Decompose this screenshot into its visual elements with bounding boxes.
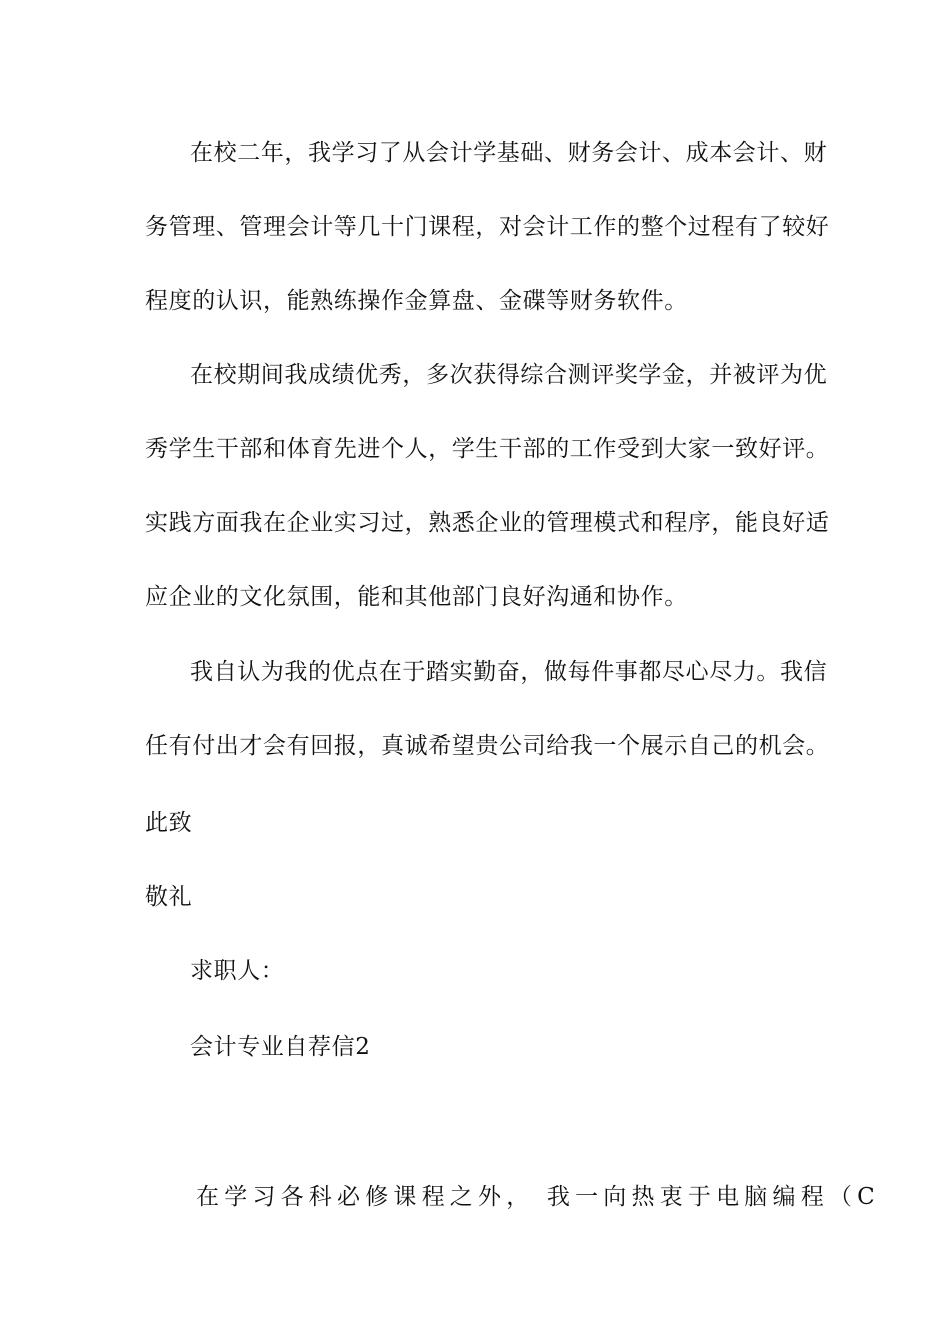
paragraph-3-line-2: 任有付出才会有回报，真诚希望贵公司给我一个展示自己的机会。 bbox=[145, 733, 830, 759]
closing-salutation-1: 此致 bbox=[145, 810, 193, 836]
paragraph-3-line-1: 我自认为我的优点在于踏实勤奋，做每件事都尽心尽力。我信 bbox=[190, 659, 828, 685]
paragraph-1-line-2: 务管理、管理会计等几十门课程，对会计工作的整个过程有了较好 bbox=[145, 214, 830, 240]
paragraph-2-line-1: 在校期间我成绩优秀，多次获得综合测评奖学金，并被评为优 bbox=[190, 362, 828, 388]
paragraph-1-line-3: 程度的认识，能熟练操作金算盘、金碟等财务软件。 bbox=[145, 288, 688, 314]
signature-label: 求职人： bbox=[190, 958, 285, 984]
paragraph-2-line-4: 应企业的文化氛围，能和其他部门良好沟通和协作。 bbox=[145, 584, 688, 610]
closing-salutation-2: 敬礼 bbox=[145, 884, 193, 910]
paragraph-2-line-2: 秀学生干部和体育先进个人，学生干部的工作受到大家一致好评。 bbox=[145, 436, 830, 462]
paragraph-2-line-3: 实践方面我在企业实习过，熟悉企业的管理模式和程序，能良好适 bbox=[145, 510, 830, 536]
paragraph-1-line-1: 在校二年，我学习了从会计学基础、财务会计、成本会计、财 bbox=[190, 140, 828, 166]
paragraph-4-line-1: 在学习各科必修课程之外， 我一向热衷于电脑编程（C bbox=[196, 1184, 880, 1210]
section-title: 会计专业自荐信2 bbox=[190, 1034, 371, 1060]
